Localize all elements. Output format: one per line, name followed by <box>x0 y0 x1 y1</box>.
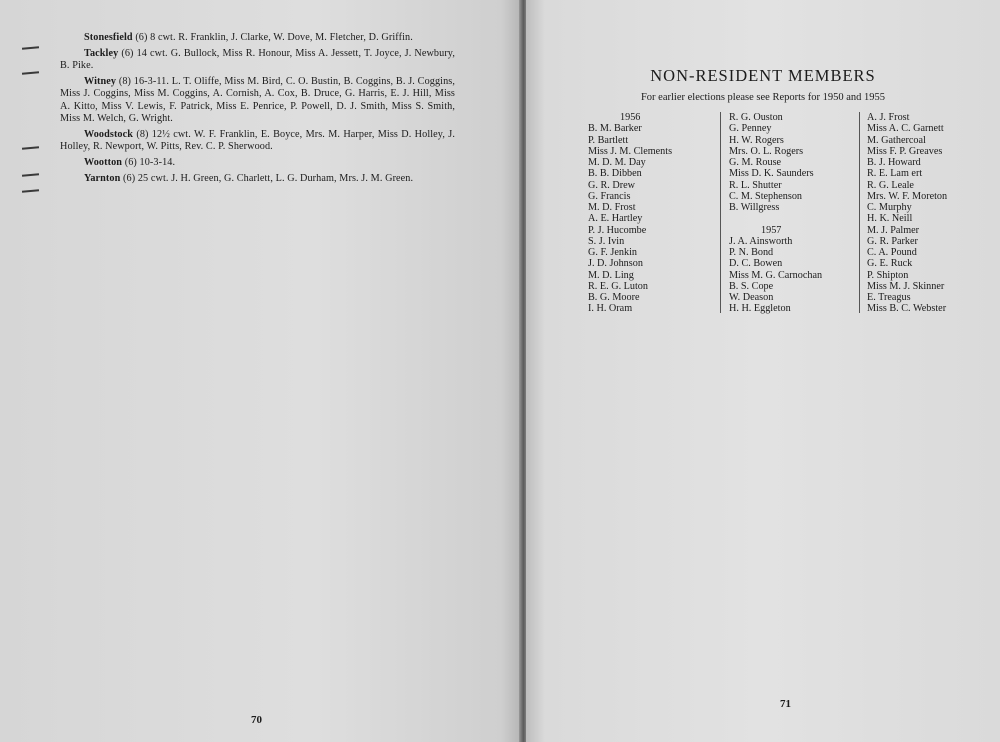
member-name: G. F. Jenkin <box>588 247 637 258</box>
tower-details: (8) 12½ cwt. W. F. Franklin, E. Boyce, Mrs. M. Harper, Miss D. Holley, J. Holley, R. Newport, W. Pitts, Rev. C. P. Sherwood. <box>60 129 455 153</box>
member-name: H. W. Rogers <box>729 134 784 146</box>
member-name: B. S. Cope <box>729 280 774 292</box>
member-name: B. B. Dibben <box>588 168 642 180</box>
members-column-1 <box>588 112 718 315</box>
tower-details: (8) 16-3-11. L. T. Oliffe, Miss M. Bird, C. O. Bustin, B. Coggins, B. J. Coggins, Miss J. Coggins, Miss M. Coggins, A. Cornish, A. Cox, B. Druce, G. Harris, E. J. Hill, Miss A. Kitto, Miss V. Lewis, F. Patrick, Miss E. Penrice, P. Powell, D. J. Smith, Miss S. Smith, Miss M. Welch, G. Wright. <box>60 76 455 125</box>
tower-name: Wootton <box>84 157 123 169</box>
member-name: B. M. Barker <box>588 123 642 135</box>
member-name: Miss M. J. Skinner <box>867 280 945 292</box>
margin-tick-mark <box>22 189 39 192</box>
tower-name: Witney <box>84 76 117 87</box>
members-column-2 <box>729 112 857 315</box>
member-name: J. D. Johnson <box>588 258 643 270</box>
member-name: Miss D. K. Saunders <box>729 168 814 180</box>
tower-entry <box>60 48 455 73</box>
tower-entry <box>60 129 455 154</box>
member-name: C. Murphy <box>867 202 912 213</box>
page-subtitle: For earlier elections please see Reports for 1950 and 1955 <box>640 92 886 103</box>
member-name: C. M. Stephenson <box>729 190 803 202</box>
year-heading: 1956 <box>620 112 641 123</box>
tower-details: (6) 25 cwt. J. H. Green, G. Charlett, L. G. Durham, Mrs. J. M. Green. <box>123 173 414 185</box>
tower-details: (6) 8 cwt. R. Franklin, J. Clarke, W. Dove, M. Fletcher, D. Griffin. <box>135 32 413 43</box>
tower-entry <box>60 32 455 44</box>
member-name: A. E. Hartley <box>588 213 643 225</box>
member-name: P. Bartlett <box>588 134 629 146</box>
member-name: G. Francis <box>588 190 631 202</box>
spacer <box>729 213 857 224</box>
member-name: G. M. Rouse <box>729 157 782 168</box>
member-name: G. Penney <box>729 123 772 135</box>
member-name: Miss B. C. Webster <box>867 303 947 315</box>
column-separator <box>859 112 860 313</box>
tower-name: Yarnton <box>84 173 121 185</box>
member-name: R. G. Leale <box>867 179 914 191</box>
tower-name: Stonesfield <box>84 32 133 43</box>
members-column-3 <box>867 112 995 315</box>
member-name: R. G. Ouston <box>729 112 783 123</box>
tower-name: Tackley <box>84 47 119 59</box>
member-name: A. J. Frost <box>867 112 910 123</box>
member-name: Miss F. P. Greaves <box>867 145 943 157</box>
member-name: S. J. Ivin <box>588 235 625 247</box>
member-name: J. A. Ainsworth <box>729 235 793 247</box>
member-name: R. E. G. Luton <box>588 280 648 292</box>
member-name: B. G. Moore <box>588 292 640 303</box>
member-name: M. J. Palmer <box>867 224 920 236</box>
column-separator <box>720 112 721 313</box>
member-name: R. L. Shutter <box>729 179 782 191</box>
member-name: M. D. Ling <box>588 269 634 281</box>
member-name: B. J. Howard <box>867 157 921 168</box>
member-name: W. Deason <box>729 292 774 303</box>
member-name: I. H. Oram <box>588 303 633 315</box>
member-name: Miss J. M. Clements <box>588 145 673 157</box>
tower-entry <box>60 76 455 126</box>
member-name: Miss A. C. Garnett <box>867 123 944 135</box>
tower-entry <box>60 157 455 169</box>
tower-name: Woodstock <box>84 129 134 141</box>
member-name: C. A. Pound <box>867 247 917 258</box>
member-name: H. H. Eggleton <box>729 303 791 315</box>
page-number: 71 <box>780 698 791 710</box>
tower-entries-list <box>60 32 455 189</box>
member-name: G. R. Parker <box>867 235 918 247</box>
tower-entry <box>60 173 455 185</box>
member-name: H. K. Neill <box>867 213 913 225</box>
right-page <box>526 0 1000 742</box>
page-number: 70 <box>251 714 262 726</box>
member-name: P. J. Hucombe <box>588 224 647 236</box>
member-name: D. C. Bowen <box>729 258 783 270</box>
member-name: G. E. Ruck <box>867 258 913 270</box>
year-heading: 1957 <box>761 224 782 236</box>
member-name: P. N. Bond <box>729 247 774 258</box>
margin-tick-mark <box>22 46 39 49</box>
member-name: R. E. Lam ert <box>867 168 923 180</box>
margin-tick-mark <box>22 146 39 149</box>
margin-tick-mark <box>22 173 39 176</box>
member-name: M. Gathercoal <box>867 134 926 146</box>
member-name: M. D. Frost <box>588 202 636 213</box>
member-name: Miss M. G. Carnochan <box>729 269 823 281</box>
member-name: B. Willgress <box>729 202 780 213</box>
member-name: E. Treagus <box>867 292 911 303</box>
member-name: G. R. Drew <box>588 179 635 191</box>
margin-tick-mark <box>22 71 39 74</box>
member-name: P. Shipton <box>867 269 909 281</box>
tower-details: (6) 14 cwt. G. Bullock, Miss R. Honour, Miss A. Jessett, T. Joyce, J. Newbury, B. Pike. <box>60 47 455 72</box>
member-name: M. D. M. Day <box>588 157 646 168</box>
member-name: Mrs. O. L. Rogers <box>729 145 804 157</box>
member-name: Mrs. W. F. Moreton <box>867 190 948 202</box>
tower-details: (6) 10-3-14. <box>124 157 176 169</box>
page-title: NON-RESIDENT MEMBERS <box>650 66 876 85</box>
